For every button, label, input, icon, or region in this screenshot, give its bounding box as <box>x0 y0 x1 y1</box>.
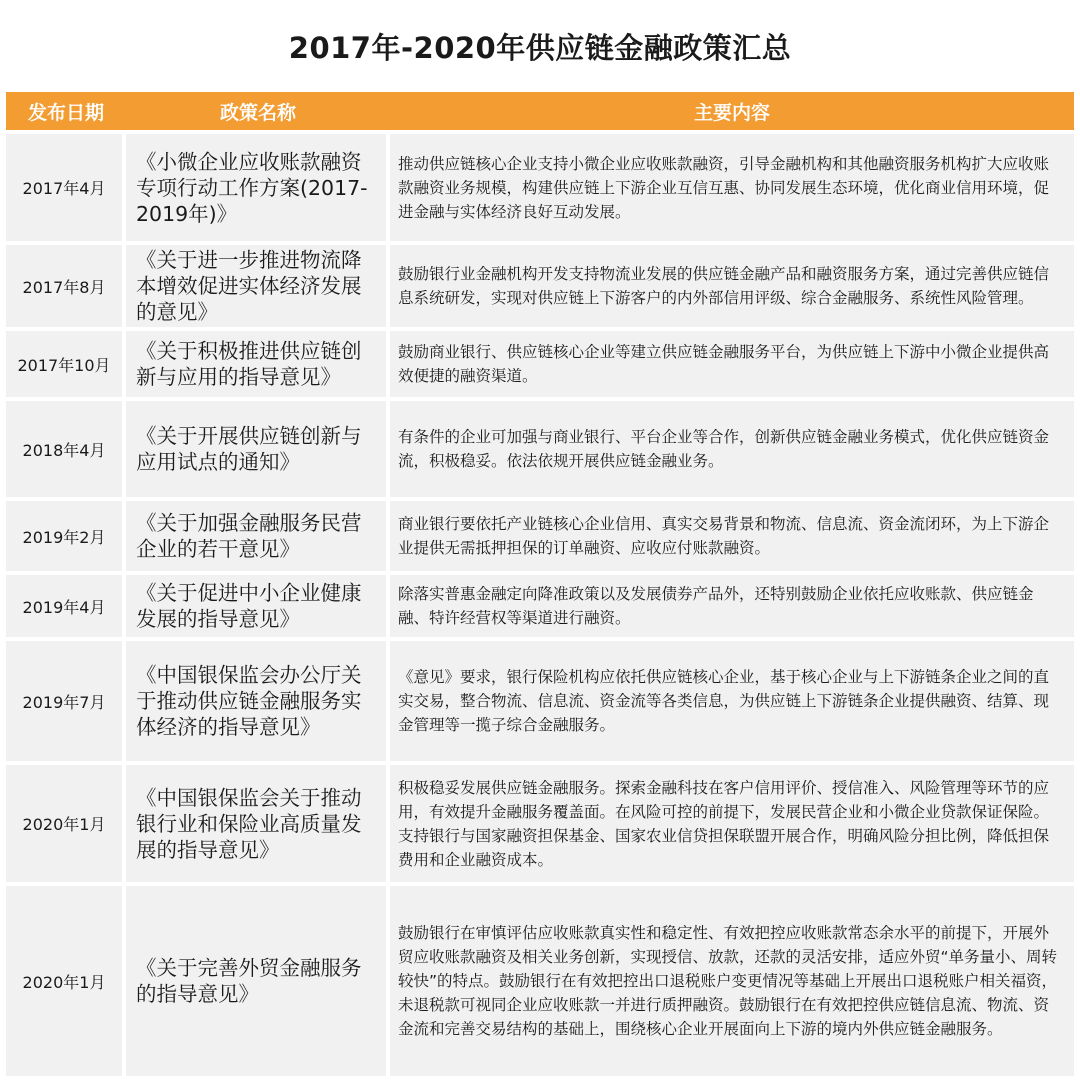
row-date: 2019年2月 <box>6 501 126 571</box>
row-policy-name: 《关于加强金融服务民营企业的若干意见》 <box>126 501 390 571</box>
table-row <box>6 497 1074 571</box>
table-row <box>6 637 1074 761</box>
table-row <box>6 761 1074 882</box>
row-policy-name: 《中国银保监会办公厅关于推动供应链金融服务实体经济的指导意见》 <box>126 641 390 761</box>
policy-table <box>6 92 1074 1076</box>
table-header <box>6 92 1074 130</box>
row-policy-name: 《关于促进中小企业健康发展的指导意见》 <box>126 575 390 637</box>
row-policy-name: 《关于积极推进供应链创新与应用的指导意见》 <box>126 331 390 397</box>
row-content: 鼓励银行业金融机构开发支持物流业发展的供应链金融产品和融资服务方案，通过完善供应链信息系统研发，实现对供应链上下游客户的内外部信用评级、综合金融服务、系统性风险管理。 <box>398 265 1050 307</box>
row-content: 积极稳妥发展供应链金融服务。探索金融科技在客户信用评价、授信准入、风险管理等环节的应用，有效提升金融服务覆盖面。在风险可控的前提下，发展民营企业和小微企业贷款保证保险。支持银行与国家融资担保基金、国家农业信贷担保联盟开展合作，明确风险分担比例，降低担保费用和企业融资成本。 <box>398 778 1050 869</box>
header-name: 政策名称 <box>219 101 296 124</box>
page-title: 2017年-2020年供应链金融政策汇总 <box>288 31 792 65</box>
row-date: 2018年4月 <box>6 401 126 497</box>
row-content: 有条件的企业可加强与商业银行、平台企业等合作，创新供应链金融业务模式，优化供应链资金流，积极稳妥。依法依规开展供应链金融业务。 <box>398 428 1050 470</box>
header-content: 主要内容 <box>693 101 770 124</box>
table-row <box>6 327 1074 397</box>
row-content: 推动供应链核心企业支持小微企业应收账款融资，引导金融机构和其他融资服务机构扩大应收账款融资业务规模，构建供应链上下游企业互信互惠、协同发展生态环境，优化商业信用环境，促进金融与实体经济良好互动发展。 <box>398 154 1050 221</box>
row-content: 商业银行要依托产业链核心企业信用、真实交易背景和物流、信息流、资金流闭环，为上下游企业提供无需抵押担保的订单融资、应收应付账款融资。 <box>398 515 1050 557</box>
header-date: 发布日期 <box>27 101 104 124</box>
table-row <box>6 882 1074 1076</box>
row-policy-name: 《中国银保监会关于推动银行业和保险业高质量发展的指导意见》 <box>126 765 390 882</box>
row-content: 《意见》要求，银行保险机构应依托供应链核心企业，基于核心企业与上下游链条企业之间的直实交易，整合物流、信息流、资金流等各类信息，为供应链上下游链条企业提供融资、结算、现金管理等一揽子综合金融服务。 <box>398 668 1050 734</box>
row-policy-name: 《小微企业应收账款融资专项行动工作方案(2017-2019年)》 <box>126 134 390 241</box>
row-policy-name: 《关于进一步推进物流降本增效促进实体经济发展的意见》 <box>126 245 390 327</box>
row-content: 鼓励银行在审慎评估应收账款真实性和稳定性、有效把控应收账款常态余水平的前提下，开展外贸应收账款融资及相关业务创新，实现授信、放款，还款的灵活安排，适应外贸“单务量小、周转较快”的特点。鼓励银行在有效把控出口退税账户变更情况等基础上开展出口退税账户相关福资，未退税款可视同企业应收账款一并进行质押融资。鼓励银行在有效把控供应链信息流、物流、资金流和完善交易结构的基础上，围绕核心企业开展面向上下游的境内外供应链金融服务。 <box>398 924 1058 1038</box>
table-row <box>6 397 1074 497</box>
row-date: 2017年8月 <box>6 245 126 327</box>
table-row <box>6 571 1074 637</box>
table-row <box>6 130 1074 241</box>
table-row <box>6 241 1074 327</box>
row-date: 2019年7月 <box>6 641 126 761</box>
row-date: 2017年4月 <box>6 134 126 241</box>
row-policy-name: 《关于完善外贸金融服务的指导意见》 <box>126 886 390 1076</box>
row-content: 除落实普惠金融定向降准政策以及发展债券产品外，还特别鼓励企业依托应收账款、供应链金融、特许经营权等渠道进行融资。 <box>398 585 1034 627</box>
row-content: 鼓励商业银行、供应链核心企业等建立供应链金融服务平台，为供应链上下游中小微企业提供高效便捷的融资渠道。 <box>398 343 1050 385</box>
row-date: 2019年4月 <box>6 575 126 637</box>
row-date: 2020年1月 <box>6 765 126 882</box>
row-date: 2017年10月 <box>6 331 126 397</box>
row-policy-name: 《关于开展供应链创新与应用试点的通知》 <box>126 401 390 497</box>
row-date: 2020年1月 <box>6 886 126 1076</box>
